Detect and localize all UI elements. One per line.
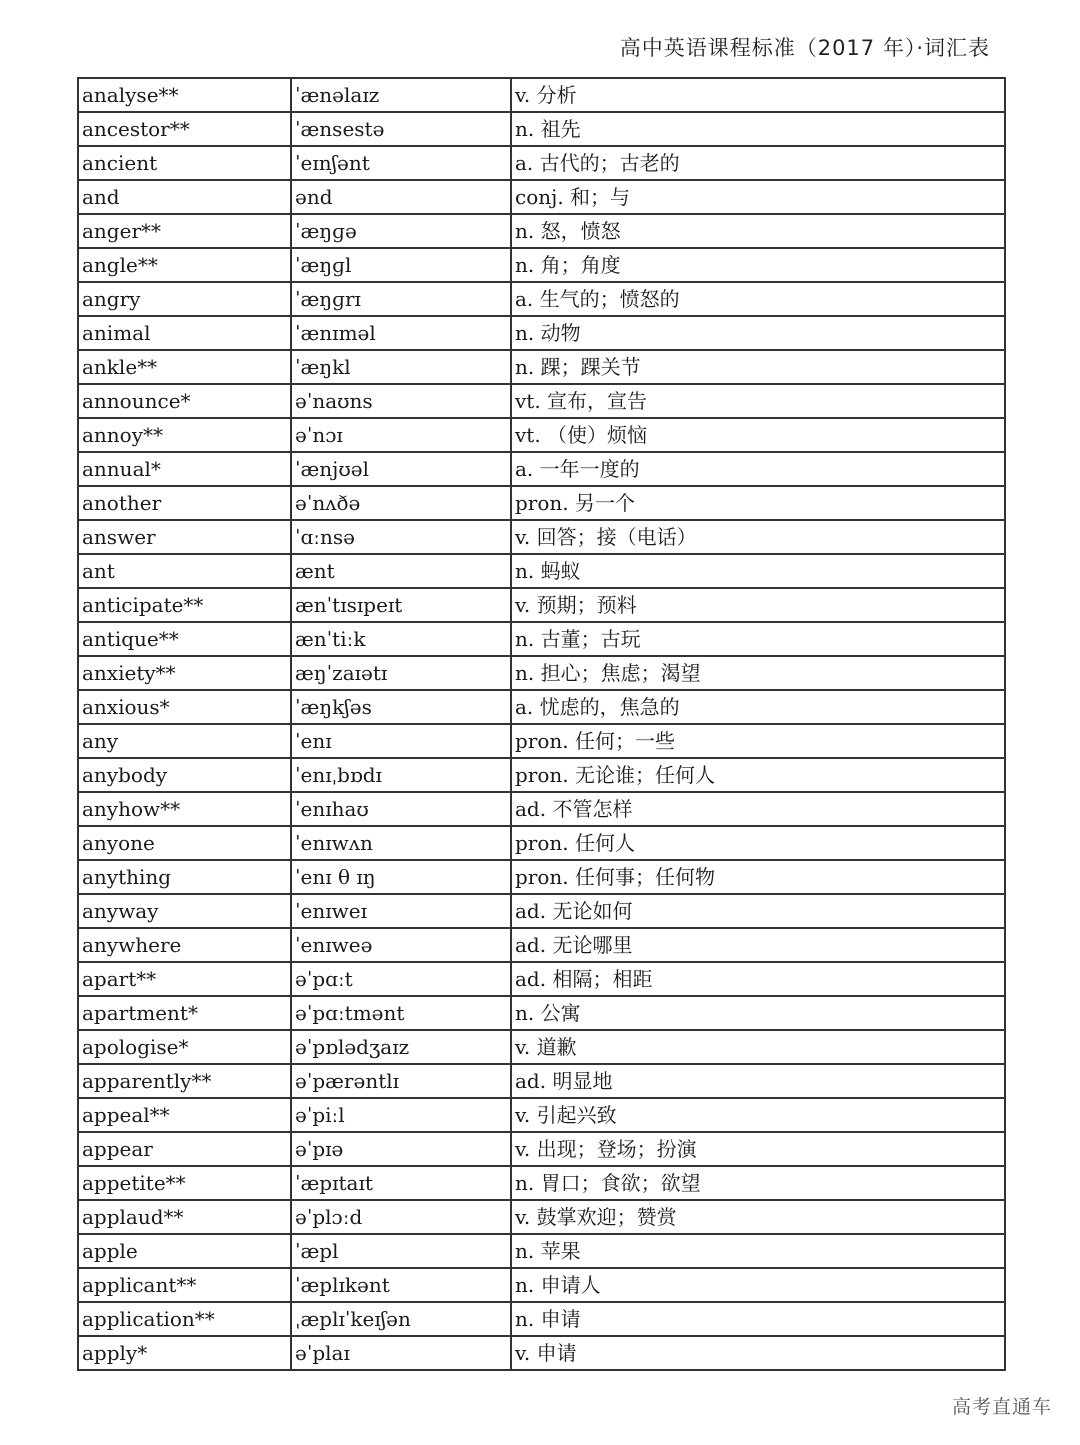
table-row (78, 418, 1005, 452)
definition-cell: n. 胃口；食欲；欲望 (511, 1166, 1005, 1200)
table-row (78, 486, 1005, 520)
table-row (78, 1030, 1005, 1064)
word-cell: animal (78, 316, 291, 350)
word-cell: annual* (78, 452, 291, 486)
table-row (78, 520, 1005, 554)
word-cell: appeal** (78, 1098, 291, 1132)
definition-cell: v. 鼓掌欢迎；赞赏 (511, 1200, 1005, 1234)
table-row (78, 1132, 1005, 1166)
vocabulary-table-body (78, 78, 1005, 1370)
table-row (78, 78, 1005, 112)
word-cell: analyse** (78, 78, 291, 112)
watermark: 高考直通车 (951, 1396, 1052, 1418)
phonetic-cell: əˈpiːl (291, 1098, 511, 1132)
phonetic-cell: ænˈtiːk (291, 622, 511, 656)
word-cell: anyone (78, 826, 291, 860)
phonetic-cell: ˈæŋɡrɪ (291, 282, 511, 316)
definition-cell: ad. 无论哪里 (511, 928, 1005, 962)
definition-cell: n. 担心；焦虑；渴望 (511, 656, 1005, 690)
table-row (78, 112, 1005, 146)
word-cell: anything (78, 860, 291, 894)
table-row (78, 214, 1005, 248)
definition-cell: n. 申请 (511, 1302, 1005, 1336)
definition-cell: a. 生气的；愤怒的 (511, 282, 1005, 316)
definition-cell: pron. 任何；一些 (511, 724, 1005, 758)
table-row (78, 690, 1005, 724)
table-row (78, 588, 1005, 622)
definition-cell: ad. 明显地 (511, 1064, 1005, 1098)
word-cell: and (78, 180, 291, 214)
phonetic-cell: əˈpɒlədʒaɪz (291, 1030, 511, 1064)
definition-cell: n. 公寓 (511, 996, 1005, 1030)
phonetic-cell: əˈpɑːtmənt (291, 996, 511, 1030)
definition-cell: vt. 宣布，宣告 (511, 384, 1005, 418)
phonetic-cell: ˈænjʊəl (291, 452, 511, 486)
word-cell: apartment* (78, 996, 291, 1030)
word-cell: another (78, 486, 291, 520)
phonetic-cell: ˈænsestə (291, 112, 511, 146)
phonetic-cell: əˈnʌðə (291, 486, 511, 520)
definition-cell: n. 苹果 (511, 1234, 1005, 1268)
word-cell: applicant** (78, 1268, 291, 1302)
definition-cell: n. 祖先 (511, 112, 1005, 146)
table-row (78, 826, 1005, 860)
table-row (78, 1268, 1005, 1302)
table-row (78, 1336, 1005, 1370)
word-cell: answer (78, 520, 291, 554)
word-cell: anyhow** (78, 792, 291, 826)
vocabulary-table (77, 77, 1006, 1371)
definition-cell: v. 分析 (511, 78, 1005, 112)
word-cell: anybody (78, 758, 291, 792)
table-row (78, 384, 1005, 418)
table-row (78, 758, 1005, 792)
word-cell: appear (78, 1132, 291, 1166)
word-cell: apart** (78, 962, 291, 996)
word-cell: anticipate** (78, 588, 291, 622)
table-row (78, 1098, 1005, 1132)
definition-cell: v. 回答；接（电话） (511, 520, 1005, 554)
phonetic-cell: ˈænɪməl (291, 316, 511, 350)
phonetic-cell: ˈenɪ (291, 724, 511, 758)
phonetic-cell: ænˈtɪsɪpeɪt (291, 588, 511, 622)
definition-cell: a. 忧虑的，焦急的 (511, 690, 1005, 724)
table-row (78, 792, 1005, 826)
definition-cell: n. 角；角度 (511, 248, 1005, 282)
table-row (78, 1302, 1005, 1336)
phonetic-cell: ˈenɪweɪ (291, 894, 511, 928)
word-cell: anxiety** (78, 656, 291, 690)
word-cell: anywhere (78, 928, 291, 962)
word-cell: anxious* (78, 690, 291, 724)
table-row (78, 1200, 1005, 1234)
table-row (78, 1234, 1005, 1268)
word-cell: applaud** (78, 1200, 291, 1234)
word-cell: announce* (78, 384, 291, 418)
phonetic-cell: əˈplaɪ (291, 1336, 511, 1370)
phonetic-cell: əˈpɑːt (291, 962, 511, 996)
table-row (78, 996, 1005, 1030)
word-cell: annoy** (78, 418, 291, 452)
word-cell: ant (78, 554, 291, 588)
phonetic-cell: ˈeɪnʃənt (291, 146, 511, 180)
phonetic-cell: ˈænəlaɪz (291, 78, 511, 112)
phonetic-cell: əˈnaʊns (291, 384, 511, 418)
table-row (78, 724, 1005, 758)
table-row (78, 656, 1005, 690)
phonetic-cell: əˈpɪə (291, 1132, 511, 1166)
definition-cell: ad. 不管怎样 (511, 792, 1005, 826)
word-cell: angle** (78, 248, 291, 282)
word-cell: apply* (78, 1336, 291, 1370)
phonetic-cell: ˈenɪweə (291, 928, 511, 962)
phonetic-cell: əˈplɔːd (291, 1200, 511, 1234)
definition-cell: n. 怒，愤怒 (511, 214, 1005, 248)
word-cell: anyway (78, 894, 291, 928)
table-row (78, 146, 1005, 180)
phonetic-cell: ˈenɪhaʊ (291, 792, 511, 826)
definition-cell: n. 踝；踝关节 (511, 350, 1005, 384)
definition-cell: n. 蚂蚁 (511, 554, 1005, 588)
phonetic-cell: æŋˈzaɪətɪ (291, 656, 511, 690)
phonetic-cell: ænt (291, 554, 511, 588)
phonetic-cell: ˈæŋɡə (291, 214, 511, 248)
table-row (78, 282, 1005, 316)
phonetic-cell: ˈæpɪtaɪt (291, 1166, 511, 1200)
phonetic-cell: ˈenɪˌbɒdɪ (291, 758, 511, 792)
definition-cell: v. 预期；预料 (511, 588, 1005, 622)
definition-cell: v. 申请 (511, 1336, 1005, 1370)
definition-cell: vt. （使）烦恼 (511, 418, 1005, 452)
table-row (78, 350, 1005, 384)
phonetic-cell: ˈæŋkʃəs (291, 690, 511, 724)
definition-cell: n. 古董；古玩 (511, 622, 1005, 656)
phonetic-cell: ənd (291, 180, 511, 214)
table-row (78, 962, 1005, 996)
word-cell: any (78, 724, 291, 758)
definition-cell: pron. 任何人 (511, 826, 1005, 860)
table-row (78, 316, 1005, 350)
table-row (78, 622, 1005, 656)
phonetic-cell: əˈpærəntlɪ (291, 1064, 511, 1098)
definition-cell: a. 古代的；古老的 (511, 146, 1005, 180)
table-row (78, 1064, 1005, 1098)
table-row (78, 452, 1005, 486)
table-row (78, 928, 1005, 962)
phonetic-cell: ˌæplɪˈkeɪʃən (291, 1302, 511, 1336)
definition-cell: conj. 和；与 (511, 180, 1005, 214)
table-row (78, 860, 1005, 894)
word-cell: ancestor** (78, 112, 291, 146)
word-cell: antique** (78, 622, 291, 656)
word-cell: ancient (78, 146, 291, 180)
definition-cell: n. 动物 (511, 316, 1005, 350)
definition-cell: pron. 另一个 (511, 486, 1005, 520)
word-cell: appetite** (78, 1166, 291, 1200)
definition-cell: n. 申请人 (511, 1268, 1005, 1302)
table-row (78, 248, 1005, 282)
word-cell: apple (78, 1234, 291, 1268)
phonetic-cell: ˈæŋɡl (291, 248, 511, 282)
table-row (78, 554, 1005, 588)
definition-cell: ad. 无论如何 (511, 894, 1005, 928)
table-row (78, 180, 1005, 214)
phonetic-cell: ˈæŋkl (291, 350, 511, 384)
phonetic-cell: ˈæpl (291, 1234, 511, 1268)
word-cell: application** (78, 1302, 291, 1336)
table-row (78, 894, 1005, 928)
phonetic-cell: ˈɑːnsə (291, 520, 511, 554)
phonetic-cell: ˈenɪwʌn (291, 826, 511, 860)
phonetic-cell: ˈenɪ θ ɪŋ (291, 860, 511, 894)
word-cell: angry (78, 282, 291, 316)
definition-cell: v. 引起兴致 (511, 1098, 1005, 1132)
phonetic-cell: əˈnɔɪ (291, 418, 511, 452)
definition-cell: v. 道歉 (511, 1030, 1005, 1064)
definition-cell: a. 一年一度的 (511, 452, 1005, 486)
word-cell: ankle** (78, 350, 291, 384)
word-cell: anger** (78, 214, 291, 248)
page-header-title: 高中英语课程标准（2017 年）·词汇表 (619, 36, 990, 60)
definition-cell: ad. 相隔；相距 (511, 962, 1005, 996)
definition-cell: v. 出现；登场；扮演 (511, 1132, 1005, 1166)
definition-cell: pron. 任何事；任何物 (511, 860, 1005, 894)
phonetic-cell: ˈæplɪkənt (291, 1268, 511, 1302)
table-row (78, 1166, 1005, 1200)
word-cell: apparently** (78, 1064, 291, 1098)
word-cell: apologise* (78, 1030, 291, 1064)
definition-cell: pron. 无论谁；任何人 (511, 758, 1005, 792)
